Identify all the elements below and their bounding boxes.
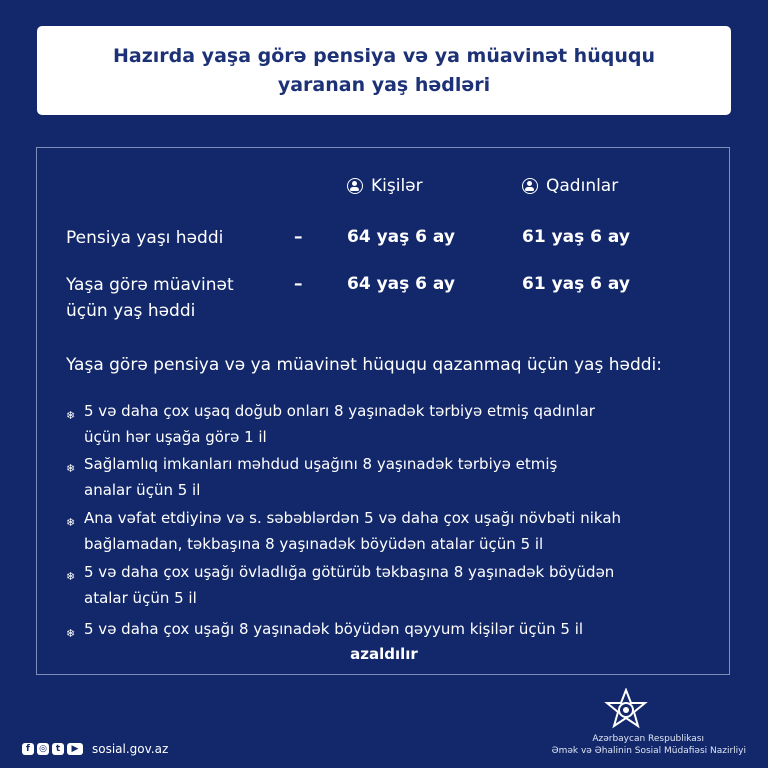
list-item-line2: atalar üçün 5 il xyxy=(84,589,197,607)
ministry-name-line2: Əmək və Əhalinin Sosial Müdafiəsi Nazirliyi xyxy=(551,746,746,756)
list-item xyxy=(66,505,706,557)
column-header-men xyxy=(347,176,423,196)
footer-note: azaldılır xyxy=(350,645,418,663)
person-icon xyxy=(522,178,538,194)
ministry-emblem-icon xyxy=(604,688,648,732)
row-label-benefit-line1: Yaşa görə müavinət xyxy=(66,275,234,295)
page-title: Hazırda yaşa görə pensiya və ya müavinət hüququ yaranan yaş hədləri xyxy=(112,44,655,96)
value-women-pension: 61 yaş 6 ay xyxy=(522,227,630,247)
twitter-icon[interactable]: t xyxy=(52,743,64,755)
ministry-name-line1: Azərbaycan Respublikası xyxy=(592,734,704,744)
row-label-pension: Pensiya yaşı həddi xyxy=(66,228,224,248)
snowflake-bullet-icon: ❄ xyxy=(66,462,76,475)
list-item xyxy=(66,398,706,450)
column-label-men: Kişilər xyxy=(371,176,423,196)
snowflake-bullet-icon: ❄ xyxy=(66,409,76,422)
website-link[interactable]: sosial.gov.az xyxy=(92,742,169,756)
row-dash: – xyxy=(294,274,303,294)
list-item-line1: Sağlamlıq imkanları məhdud uşağını 8 yaşınadək tərbiyə etmiş xyxy=(84,455,558,473)
value-men-benefit: 64 yaş 6 ay xyxy=(347,274,455,294)
social-links xyxy=(22,742,168,756)
list-item xyxy=(66,451,706,503)
list-item xyxy=(66,559,706,611)
list-item-line2: bağlamadan, təkbaşına 8 yaşınadək böyüdən atalar üçün 5 il xyxy=(84,535,544,553)
list-item-line1: 5 və daha çox uşağı 8 yaşınadək böyüdən qəyyum kişilər üçün 5 il xyxy=(84,620,584,638)
list-item-line2: analar üçün 5 il xyxy=(84,481,201,499)
instagram-icon[interactable]: ◎ xyxy=(37,743,49,755)
snowflake-bullet-icon: ❄ xyxy=(66,627,76,640)
row-label-benefit-line2: üçün yaş həddi xyxy=(66,301,196,321)
list-item-line1: 5 və daha çox uşaq doğub onları 8 yaşınadək tərbiyə etmiş qadınlar xyxy=(84,402,595,420)
column-label-women: Qadınlar xyxy=(546,176,619,196)
title-card xyxy=(37,26,731,115)
intro-text: Yaşa görə pensiya və ya müavinət hüququ qazanmaq üçün yaş həddi: xyxy=(66,355,662,375)
list-item-line1: 5 və daha çox uşağı övladlığa götürüb təkbaşına 8 yaşınadək böyüdən xyxy=(84,563,615,581)
row-label-benefit xyxy=(66,272,234,324)
value-women-benefit: 61 yaş 6 ay xyxy=(522,274,630,294)
youtube-icon[interactable]: ▶ xyxy=(67,743,83,755)
list-item-line2: üçün hər uşağa görə 1 il xyxy=(84,428,267,446)
snowflake-bullet-icon: ❄ xyxy=(66,570,76,583)
row-dash: – xyxy=(294,227,303,247)
list-item xyxy=(66,616,706,642)
list-item-line1: Ana vəfat etdiyinə və s. səbəblərdən 5 və daha çox uşağı növbəti nikah xyxy=(84,509,622,527)
column-header-women xyxy=(522,176,618,196)
person-icon xyxy=(347,178,363,194)
value-men-pension: 64 yaş 6 ay xyxy=(347,227,455,247)
snowflake-bullet-icon: ❄ xyxy=(66,516,76,529)
facebook-icon[interactable]: f xyxy=(22,743,34,755)
